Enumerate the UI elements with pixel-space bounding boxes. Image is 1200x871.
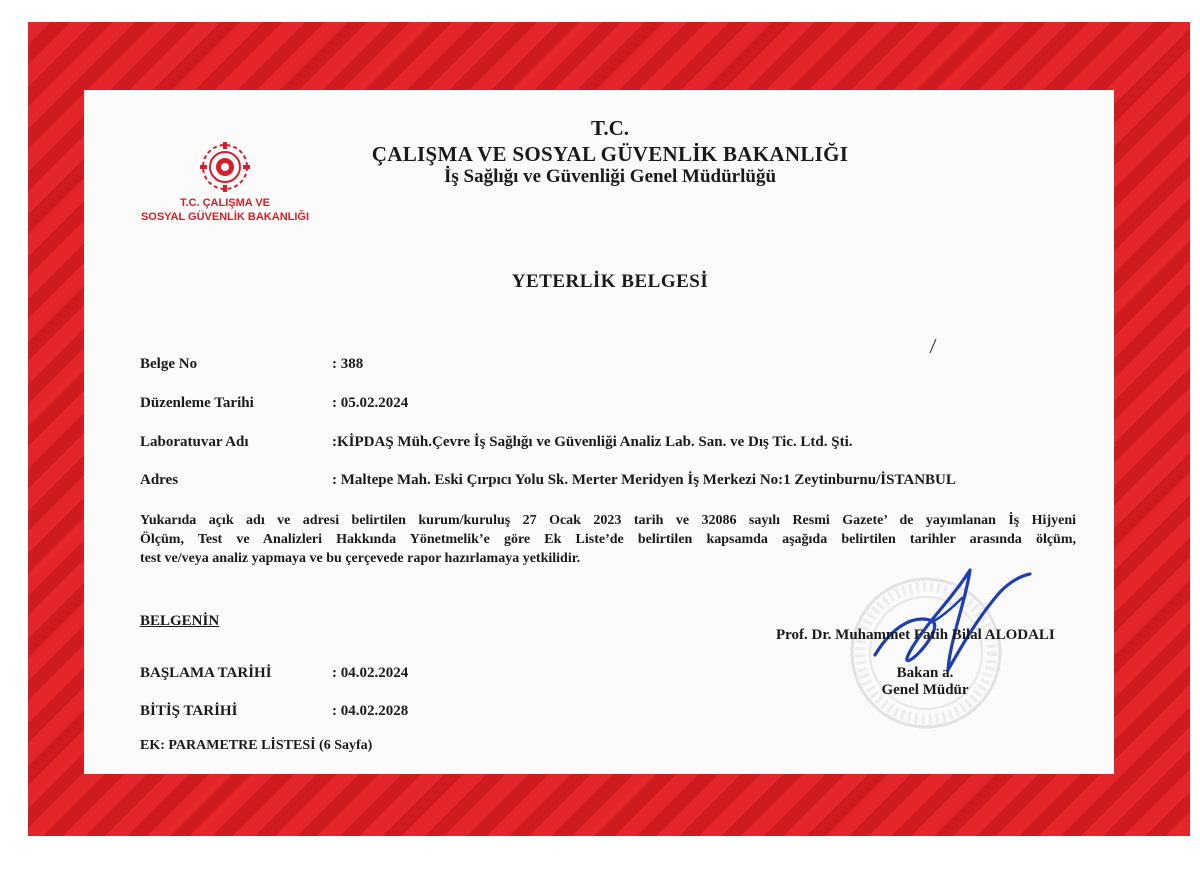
paragraph-line: Ölçüm, Test ve Analizleri Hakkında Yönetmelik’e göre Ek Liste’de belirtilen kapsamda aşağıda belirtilen tarihler arasında ölçüm, (140, 532, 1076, 547)
paragraph-line: test ve/veya analiz yapmaya ve bu çerçevede rapor hazırlamaya yetkilidir. (140, 551, 581, 566)
ministry-emblem-icon (195, 140, 255, 196)
signatory-role-2: Genel Müdür (881, 682, 969, 698)
paragraph-line: Yukarıda açık adı ve adresi belirtilen kurum/kuruluş 27 Ocak 2023 tarih ve 32086 sayılı Resmi Gazete’ de yayımlanan İş Hijyeni (140, 513, 1076, 528)
field-label: Adres (140, 472, 179, 488)
logo-line-2: SOSYAL GÜVENLİK BAKANLIĞI (140, 211, 310, 223)
field-value: : 05.02.2024 (332, 395, 409, 411)
field-label: BAŞLAMA TARİHİ (140, 665, 272, 681)
ministry-logo (140, 140, 310, 230)
pen-mark (928, 338, 938, 354)
header-ministry: ÇALIŞMA VE SOSYAL GÜVENLİK BAKANLIĞI (371, 142, 849, 166)
document-title: YETERLİK BELGESİ (511, 271, 709, 292)
field-value: : 04.02.2028 (332, 703, 409, 719)
field-label: Belge No (140, 356, 198, 372)
field-label: Laboratuvar Adı (140, 434, 249, 450)
header-directorate: İş Sağlığı ve Güvenliği Genel Müdürlüğü (443, 166, 777, 187)
field-value: :KİPDAŞ Müh.Çevre İş Sağlığı ve Güvenliği Analiz Lab. San. ve Dış Tic. Ltd. Şti. (332, 434, 853, 450)
validity-heading: BELGENİN (140, 613, 220, 629)
header-tc: T.C. (590, 116, 630, 140)
field-value: : Maltepe Mah. Eski Çırpıcı Yolu Sk. Merter Meridyen İş Merkezi No:1 Zeytinburnu/İSTANBUL (332, 472, 956, 488)
field-value: : 388 (332, 356, 364, 372)
handwritten-signature (870, 560, 1040, 680)
logo-line-1: T.C. ÇALIŞMA VE (179, 197, 271, 209)
attachment-note: EK: PARAMETRE LİSTESİ (6 Sayfa) (140, 738, 373, 753)
field-value: : 04.02.2024 (332, 665, 409, 681)
signatory-name: Prof. Dr. Muhammet Fatih Bilal ALODALI (776, 627, 1055, 643)
signatory-role-1: Bakan a. (896, 665, 954, 681)
field-label: Düzenleme Tarihi (140, 395, 254, 411)
field-label: BİTİŞ TARİHİ (140, 703, 238, 719)
